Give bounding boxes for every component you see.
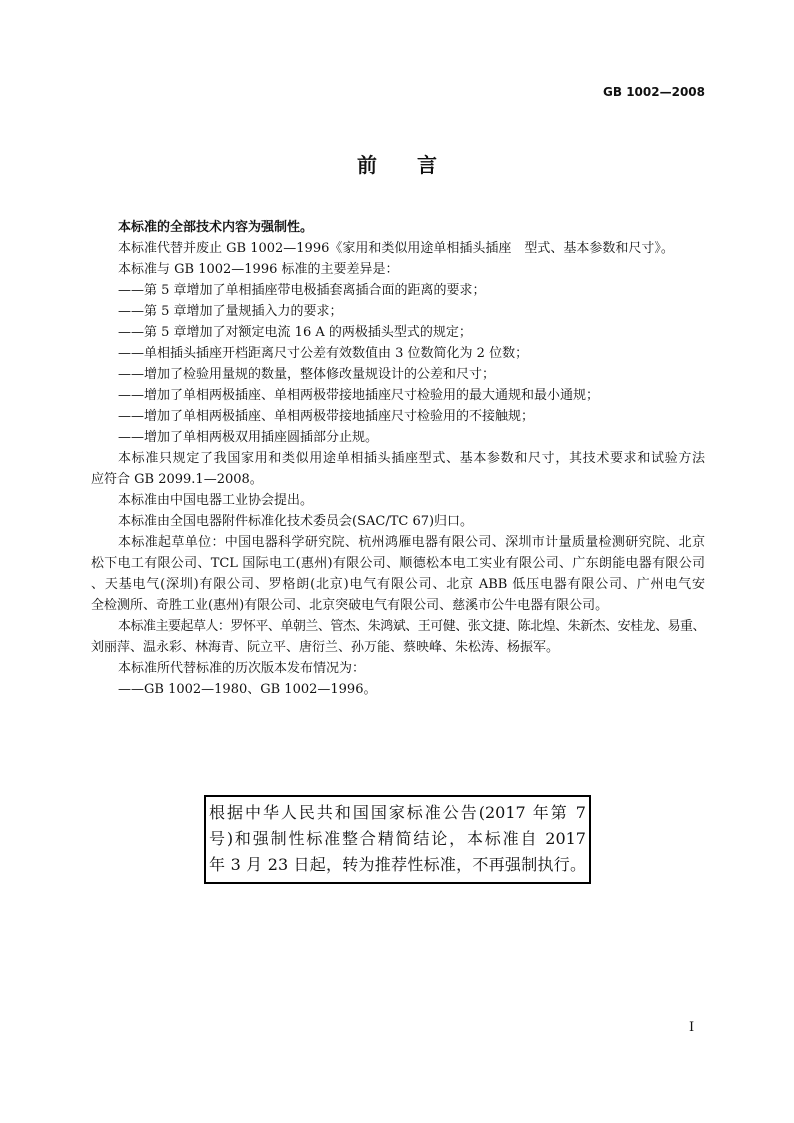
foreword-line: 本标准由全国电器附件标准化技术委员会(SAC/TC 67)归口。 — [118, 514, 474, 529]
notice-box — [204, 795, 591, 884]
foreword-line: ——第 5 章增加了量规插入力的要求； — [118, 304, 343, 319]
foreword-line: ——增加了检验用量规的数量，整体修改量规设计的公差和尺寸； — [118, 367, 496, 382]
difference-list-item — [91, 427, 705, 448]
difference-list-item — [91, 280, 705, 301]
foreword-line: 本标准由中国电器工业协会提出。 — [118, 493, 314, 508]
foreword-line: 全检测所、奇胜工业(惠州)有限公司、北京突破电气有限公司、慈溪市公牛电器有限公司。 — [91, 598, 609, 613]
foreword-line: 刘丽萍、温永彩、林海青、阮立平、唐衍兰、孙万能、蔡映峰、朱松涛、杨振军。 — [91, 640, 560, 655]
foreword-line: ——增加了单相两极插座、单相两极带接地插座尺寸检验用的最大通规和最小通规； — [118, 388, 600, 403]
difference-list-item — [91, 343, 705, 364]
notice-line: 根据中华人民共和国国家标准公告(2017 年第 7 — [209, 803, 586, 822]
foreword-paragraph — [91, 259, 705, 280]
foreword-line: 、天基电气(深圳)有限公司、罗格朗(北京)电气有限公司、北京 ABB 低压电器有限公司、广州电气安 — [91, 577, 705, 592]
foreword-paragraph — [91, 658, 705, 679]
difference-list-item — [91, 301, 705, 322]
foreword-line: 本标准只规定了我国家用和类似用途单相插头插座型式、基本参数和尺寸，其技术要求和试验方法 — [118, 451, 705, 466]
notice-line: 号)和强制性标准整合精简结论，本标准自 2017 — [209, 829, 586, 848]
foreword-line: ——第 5 章增加了单相插座带电极插套离插合面的距离的要求； — [118, 283, 486, 298]
foreword-line: ——单相插头插座开档距离尺寸公差有效数值由 3 位数简化为 2 位数； — [118, 346, 529, 361]
foreword-paragraph — [91, 511, 705, 532]
difference-list-item — [91, 385, 705, 406]
foreword-line: 本标准主要起草人：罗怀平、单朝兰、管杰、朱鸿斌、王可健、张文捷、陈北煌、朱新杰、安桂龙、易重、 — [118, 619, 705, 634]
foreword-body — [91, 217, 705, 700]
difference-list-item — [91, 322, 705, 343]
standard-code: GB 1002—2008 — [603, 85, 705, 99]
page-number: I — [689, 1020, 695, 1035]
foreword-paragraph — [91, 448, 705, 490]
foreword-paragraph — [91, 238, 705, 259]
foreword-line: ——增加了单相两极插座、单相两极带接地插座尺寸检验用的不接触规； — [118, 409, 535, 424]
foreword-line: 应符合 GB 2099.1—2008。 — [91, 472, 263, 487]
difference-list-item — [91, 364, 705, 385]
foreword-line: 本标准与 GB 1002—1996 标准的主要差异是： — [118, 262, 399, 277]
foreword-line: 本标准代替并废止 GB 1002—1996《家用和类似用途单相插头插座 型式、基本参数和尺寸》。 — [118, 241, 674, 256]
foreword-line: 松下电工有限公司、TCL 国际电工(惠州)有限公司、顺德松本电工实业有限公司、广东朗能电器有限公司 — [91, 556, 705, 571]
history-list-item — [91, 679, 705, 700]
foreword-line: 本标准所代替标准的历次版本发布情况为： — [118, 661, 366, 676]
foreword-paragraph — [91, 490, 705, 511]
foreword-paragraph — [91, 217, 705, 238]
drafting-units-paragraph — [91, 532, 705, 616]
page-title: 前 言 — [357, 153, 437, 177]
drafters-paragraph — [91, 616, 705, 658]
notice-line: 年 3 月 23 日起，转为推荐性标准，不再强制执行。 — [209, 855, 586, 874]
foreword-line: ——第 5 章增加了对额定电流 16 A 的两极插头型式的规定； — [118, 325, 472, 340]
difference-list-item — [91, 406, 705, 427]
foreword-line: 本标准的全部技术内容为强制性。 — [118, 220, 314, 235]
foreword-line: ——GB 1002—1980、GB 1002—1996。 — [118, 682, 377, 697]
foreword-line: ——增加了单相两极双用插座圆插部分止规。 — [118, 430, 379, 445]
foreword-line: 本标准起草单位：中国电器科学研究院、杭州鸿雁电器有限公司、深圳市计量质量检测研究院、北京 — [118, 535, 705, 550]
